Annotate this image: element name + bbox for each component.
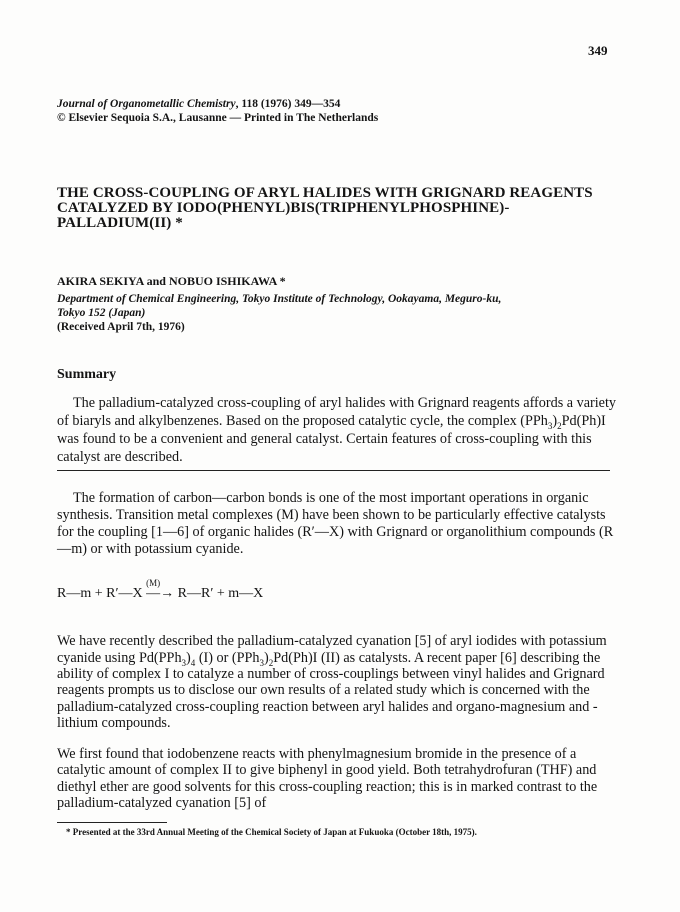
reaction-equation: R—m + R′—X (M) —→ R—R′ + m—X bbox=[57, 578, 264, 601]
catalyzed-arrow: (M) —→ bbox=[146, 578, 175, 601]
intro-paragraph: The formation of carbon—carbon bonds is one of the most important operations in organic synthesis. Transition metal complexes (M) have been shown to be particularly effective catalysts for the coupling [1—6] of organic halides (R′—X) with Grignard or organolithium compounds (R—m) or with potassium cyanide. bbox=[57, 490, 614, 557]
title-line: PALLADIUM(II) * bbox=[57, 215, 183, 231]
authors: AKIRA SEKIYA and NOBUO ISHIKAWA * bbox=[57, 274, 286, 288]
paragraph: We have recently described the palladium-catalyzed cyanation [5] of aryl iodides with potassium cyanide using $Pd(PPh_3)_4$ (I) or $(PPh_3)_2Pd(Ph)I$ (II) as catalysts. A recent paper [6] describing the ability of complex I to catalyze a number of cross-couplings between vinyl halides and Grignard reagents prompts us to disclose our own results of a related study which is concerned with the palladium-catalyzed cross-coupling reaction between aryl halides and organo-magnesium and -lithium compounds. bbox=[57, 633, 607, 732]
journal-name: Journal of Organometallic Chemistry bbox=[57, 98, 236, 110]
summary-heading: Summary bbox=[57, 367, 117, 382]
body-text bbox=[57, 619, 619, 826]
page-number: 349 bbox=[588, 43, 608, 58]
section-divider bbox=[57, 470, 610, 471]
footnote: * Presented at the 33rd Annual Meeting of the Chemical Society of Japan at Fukuoka (October 18th, 1975). bbox=[66, 827, 477, 837]
publisher-line: © Elsevier Sequoia S.A., Lausanne — Printed in The Netherlands bbox=[57, 112, 379, 124]
paragraph: We first found that iodobenzene reacts with phenylmagnesium bromide in the presence of a catalytic amount of complex II to give biphenyl in good yield. Both tetrahydrofuran (THF) and diethyl ether are good solvents for this cross-coupling reaction; this is in marked contrast to the palladium-catalyzed cyanation [5] of bbox=[57, 745, 598, 812]
affiliation-line: Department of Chemical Engineering, Tokyo Institute of Technology, Ookayama, Meguro-ku, bbox=[57, 293, 502, 305]
journal-volume: , 118 (1976) 349—354 bbox=[235, 98, 341, 110]
affiliation-line: Tokyo 152 (Japan) bbox=[57, 307, 146, 319]
received-date: (Received April 7th, 1976) bbox=[57, 321, 185, 333]
title-line: CATALYZED BY IODO(PHENYL)BIS(TRIPHENYLPHOSPHINE)- bbox=[57, 200, 510, 216]
affiliation bbox=[57, 292, 647, 320]
footnote-rule bbox=[57, 822, 167, 823]
article-title bbox=[57, 186, 647, 231]
journal-citation bbox=[57, 98, 340, 111]
title-line: THE CROSS-COUPLING OF ARYL HALIDES WITH GRIGNARD REAGENTS bbox=[57, 185, 593, 201]
summary-text: The palladium-catalyzed cross-coupling of aryl halides with Grignard reagents affords a variety of biaryls and alkylbenzenes. Based on the proposed catalytic cycle, the complex $(PPh_3)_2Pd(Ph)I$ was found to be a convenient and general catalyst. Certain features of cross-coupling with this catalyst are described. bbox=[57, 395, 616, 465]
